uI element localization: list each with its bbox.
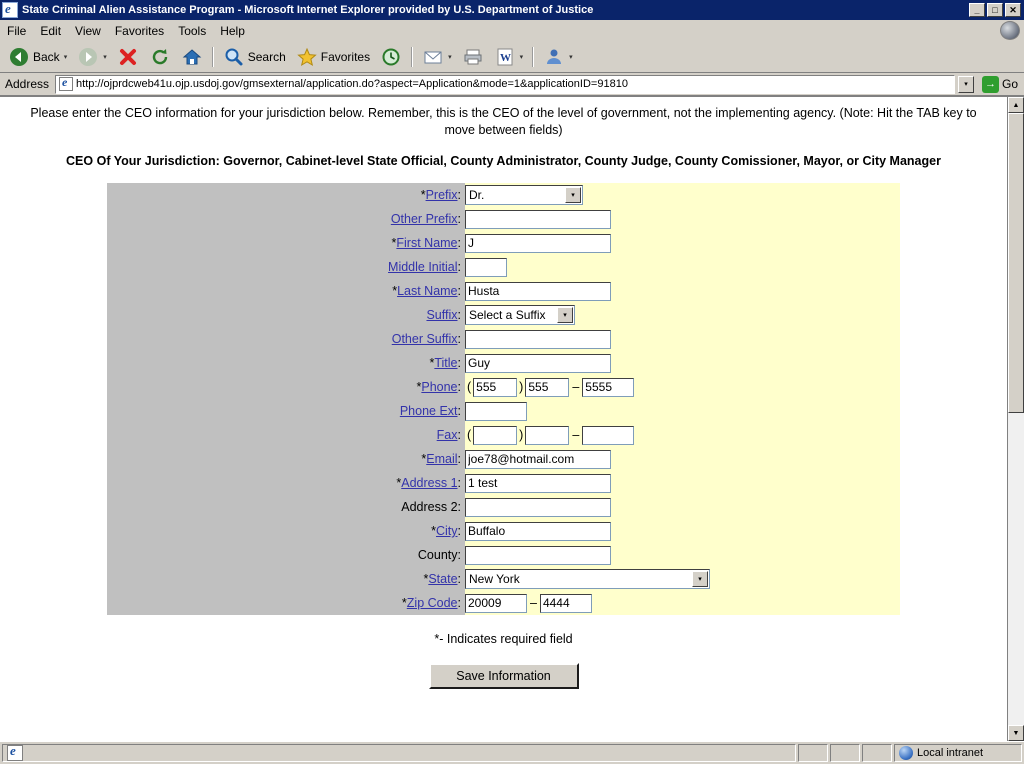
last-name-input[interactable]: [465, 282, 611, 301]
email-input[interactable]: [465, 450, 611, 469]
label-phone-ext: Phone Ext:: [399, 404, 461, 418]
forward-button[interactable]: [73, 45, 111, 69]
refresh-icon: [149, 46, 171, 68]
required-field-note: *- Indicates required field: [434, 632, 573, 646]
minimize-button[interactable]: _: [969, 3, 985, 17]
label-city-link[interactable]: City: [435, 524, 458, 538]
menu-favorites[interactable]: Favorites: [114, 23, 165, 38]
home-icon: [181, 46, 203, 68]
field-phone: [465, 378, 634, 397]
fax-dash: –: [572, 428, 580, 442]
back-caret-icon[interactable]: ▾: [63, 54, 68, 61]
ceo-subheading: CEO Of Your Jurisdiction: Governor, Cabinet-level State Official, County Administrator, County Judge, County Comissioner, Mayor, or City Manager: [66, 154, 941, 168]
forward-caret-icon[interactable]: ▾: [103, 54, 107, 61]
label-address2: Address 2:: [401, 500, 461, 514]
intro-text: Please enter the CEO information for your jurisdiction below. Remember, this is the CEO of the level of government, not the implementing agency. (Note: Hit the TAB key to move between fields): [30, 106, 977, 137]
scrollbar-thumb[interactable]: [1008, 113, 1024, 413]
address2-input[interactable]: [465, 498, 611, 517]
field-middle-initial: [465, 258, 507, 277]
prefix-select[interactable]: [465, 185, 583, 205]
print-button[interactable]: [458, 45, 488, 69]
fax-paren-open: (: [467, 428, 472, 442]
phone-dash: –: [572, 380, 580, 394]
menu-bar: [0, 20, 1024, 42]
status-pad-3: [862, 744, 892, 762]
word-document-icon: [494, 46, 516, 68]
window-buttons: [969, 3, 1022, 17]
fax-area-input[interactable]: [473, 426, 517, 445]
address-bar: [0, 73, 1024, 96]
label-zip: *Zip Code:: [401, 596, 461, 610]
phone-ext-input[interactable]: [465, 402, 527, 421]
menu-tools[interactable]: Tools: [178, 23, 207, 38]
status-pad-2: [830, 744, 860, 762]
label-fax: Fax:: [436, 428, 461, 442]
refresh-button[interactable]: [145, 45, 175, 69]
row-fax: [107, 423, 900, 447]
prefix-select-value: Dr.: [469, 188, 485, 202]
scrollbar-track[interactable]: [1008, 113, 1024, 725]
chevron-down-icon[interactable]: ▾: [565, 187, 581, 203]
mail-icon: [422, 46, 444, 68]
zip-dash: –: [530, 596, 537, 610]
toolbar-separator: [212, 47, 214, 67]
suffix-select[interactable]: [465, 305, 575, 325]
label-suffix-link[interactable]: Suffix: [426, 308, 458, 322]
edit-button[interactable]: [490, 45, 528, 69]
search-button[interactable]: [219, 45, 290, 69]
label-title: *Title:: [429, 356, 461, 370]
first-name-input[interactable]: [465, 234, 611, 253]
label-prefix-link[interactable]: Prefix: [425, 188, 458, 202]
row-address1: [107, 471, 900, 495]
favorites-button[interactable]: [292, 45, 374, 69]
label-address1-link[interactable]: Address 1: [401, 476, 458, 490]
messenger-button[interactable]: [539, 45, 577, 69]
menu-file[interactable]: File: [7, 23, 27, 38]
scroll-up-button[interactable]: ▲: [1008, 97, 1024, 113]
label-phone-ext-link[interactable]: Phone Ext: [399, 404, 458, 418]
field-prefix: [465, 185, 583, 205]
label-state-link[interactable]: State: [428, 572, 458, 586]
page-status-icon: [7, 745, 23, 761]
field-county: [465, 546, 611, 565]
field-last-name: [465, 282, 611, 301]
stop-button[interactable]: [113, 45, 143, 69]
save-button-container: [0, 663, 1007, 689]
edit-caret-icon[interactable]: ▾: [519, 54, 524, 61]
save-information-button[interactable]: Save Information: [429, 663, 579, 689]
label-middle-initial: Middle Initial:: [388, 260, 461, 274]
row-first-name: [107, 231, 900, 255]
menu-edit[interactable]: Edit: [40, 23, 62, 38]
field-suffix: [465, 305, 575, 325]
messenger-caret-icon[interactable]: ▾: [569, 54, 573, 61]
security-zone-label: Local intranet: [917, 747, 984, 759]
label-address1: *Address 1:: [396, 476, 461, 490]
history-icon: [380, 46, 402, 68]
page-viewport: [0, 96, 1024, 741]
status-message: [2, 744, 796, 762]
row-suffix: [107, 303, 900, 327]
browser-toolbar: [0, 42, 1024, 73]
mail-button[interactable]: [418, 45, 456, 69]
field-state: [465, 569, 710, 589]
label-state: *State:: [423, 572, 461, 586]
label-other-suffix-link[interactable]: Other Suffix: [391, 332, 458, 346]
row-phone-ext: [107, 399, 900, 423]
globe-icon: [899, 746, 913, 760]
home-button[interactable]: [177, 45, 207, 69]
field-other-suffix: [465, 330, 611, 349]
label-first-name: *First Name:: [391, 236, 461, 250]
forward-arrow-icon: [77, 46, 99, 68]
address-input[interactable]: [55, 75, 955, 94]
middle-initial-input[interactable]: [465, 258, 507, 277]
field-address2: [465, 498, 611, 517]
field-fax: [465, 426, 634, 445]
label-zip-link[interactable]: Zip Code: [406, 596, 458, 610]
label-prefix: *Prefix:: [420, 188, 461, 202]
search-label: Search: [247, 50, 286, 64]
zip-plus4-input[interactable]: [540, 594, 592, 613]
phone-paren-close: ): [519, 380, 524, 394]
chevron-down-icon[interactable]: ▾: [557, 307, 573, 323]
security-zone[interactable]: [894, 744, 1022, 762]
row-title: [107, 351, 900, 375]
maximize-button[interactable]: □: [987, 3, 1003, 17]
stop-icon: [117, 46, 139, 68]
label-email-link[interactable]: Email: [426, 452, 458, 466]
field-phone-ext: [465, 402, 527, 421]
address-dropdown-icon[interactable]: ▾: [958, 76, 974, 93]
star-icon: [296, 46, 318, 68]
printer-icon: [462, 46, 484, 68]
menu-view[interactable]: View: [75, 23, 101, 38]
form-rows: [107, 183, 900, 615]
window-titlebar: [0, 0, 1024, 20]
other-suffix-input[interactable]: [465, 330, 611, 349]
favorites-label: Favorites: [320, 50, 371, 64]
row-county: [107, 543, 900, 567]
row-state: [107, 567, 900, 591]
search-icon: [223, 46, 245, 68]
city-input[interactable]: [465, 522, 611, 541]
row-city: [107, 519, 900, 543]
menu-help[interactable]: Help: [220, 23, 245, 38]
field-first-name: [465, 234, 611, 253]
label-phone-link[interactable]: Phone: [421, 380, 458, 394]
title-input[interactable]: [465, 354, 611, 373]
label-title-link[interactable]: Title: [434, 356, 458, 370]
state-select[interactable]: [465, 569, 710, 589]
label-fax-link[interactable]: Fax: [436, 428, 458, 442]
row-other-suffix: [107, 327, 900, 351]
label-last-name: *Last Name:: [392, 284, 461, 298]
row-other-prefix: [107, 207, 900, 231]
label-last-name-link[interactable]: Last Name: [397, 284, 458, 298]
doj-seal-icon: [1000, 21, 1020, 40]
phone-line-input[interactable]: [582, 378, 634, 397]
scroll-down-button[interactable]: ▼: [1008, 725, 1024, 741]
row-email: [107, 447, 900, 471]
field-email: [465, 450, 611, 469]
history-button[interactable]: [376, 45, 406, 69]
row-phone: [107, 375, 900, 399]
label-other-prefix: Other Prefix:: [390, 212, 461, 226]
label-phone: *Phone:: [416, 380, 461, 394]
label-other-suffix: Other Suffix:: [391, 332, 461, 346]
status-bar: [0, 741, 1024, 764]
address1-input[interactable]: [465, 474, 611, 493]
phone-area-input[interactable]: [473, 378, 517, 397]
label-email: *Email:: [421, 452, 461, 466]
row-zip: [107, 591, 900, 615]
go-button[interactable]: [978, 76, 1022, 93]
label-middle-initial-link[interactable]: Middle Initial: [388, 260, 458, 274]
go-arrow-icon: →: [982, 76, 999, 93]
status-pad-1: [798, 744, 828, 762]
page-icon: [59, 77, 73, 91]
fax-paren-close: ): [519, 428, 524, 442]
page-content: [0, 97, 1007, 741]
row-address2: [107, 495, 900, 519]
field-zip: [465, 594, 592, 613]
ie-logo-icon: [2, 2, 18, 18]
address-url-text: http://ojprdcweb41u.ojp.usdoj.gov/gmsexternal/application.do?aspect=Application&mode=1&applicationID=91810: [76, 78, 628, 90]
go-label: Go: [1001, 77, 1018, 91]
label-suffix: Suffix:: [426, 308, 461, 322]
county-input[interactable]: [465, 546, 611, 565]
field-city: [465, 522, 611, 541]
label-county-text: County: [417, 548, 458, 562]
field-title: [465, 354, 611, 373]
zip-input[interactable]: [465, 594, 527, 613]
messenger-person-icon: [543, 46, 565, 68]
toolbar-separator-2: [411, 47, 413, 67]
label-county: County:: [417, 548, 461, 562]
label-address2-text: Address 2: [401, 500, 458, 514]
back-arrow-icon: [8, 46, 30, 68]
field-address1: [465, 474, 611, 493]
phone-prefix-input[interactable]: [525, 378, 569, 397]
vertical-scrollbar[interactable]: [1007, 97, 1024, 741]
chevron-down-icon[interactable]: ▾: [692, 571, 708, 587]
phone-paren-open: (: [467, 380, 472, 394]
row-last-name: [107, 279, 900, 303]
back-button[interactable]: [4, 45, 71, 69]
back-label: Back: [33, 50, 60, 64]
label-first-name-link[interactable]: First Name: [396, 236, 458, 250]
fax-prefix-input[interactable]: [525, 426, 569, 445]
field-other-prefix: [465, 210, 611, 229]
svg-text:W: W: [499, 52, 511, 64]
close-button[interactable]: ✕: [1005, 3, 1021, 17]
label-other-prefix-link[interactable]: Other Prefix: [390, 212, 458, 226]
state-select-value: New York: [469, 572, 520, 586]
ceo-form: [107, 183, 900, 615]
address-label: Address: [5, 77, 50, 91]
label-city: *City:: [431, 524, 461, 538]
suffix-select-value: Select a Suffix: [469, 308, 546, 322]
row-middle-initial: [107, 255, 900, 279]
other-prefix-input[interactable]: [465, 210, 611, 229]
toolbar-separator-3: [532, 47, 534, 67]
mail-caret-icon[interactable]: ▾: [448, 54, 452, 61]
row-prefix: [107, 183, 900, 207]
window-title: State Criminal Alien Assistance Program - Microsoft Internet Explorer provided by U.S. Department of Justice: [22, 4, 594, 16]
fax-line-input[interactable]: [582, 426, 634, 445]
